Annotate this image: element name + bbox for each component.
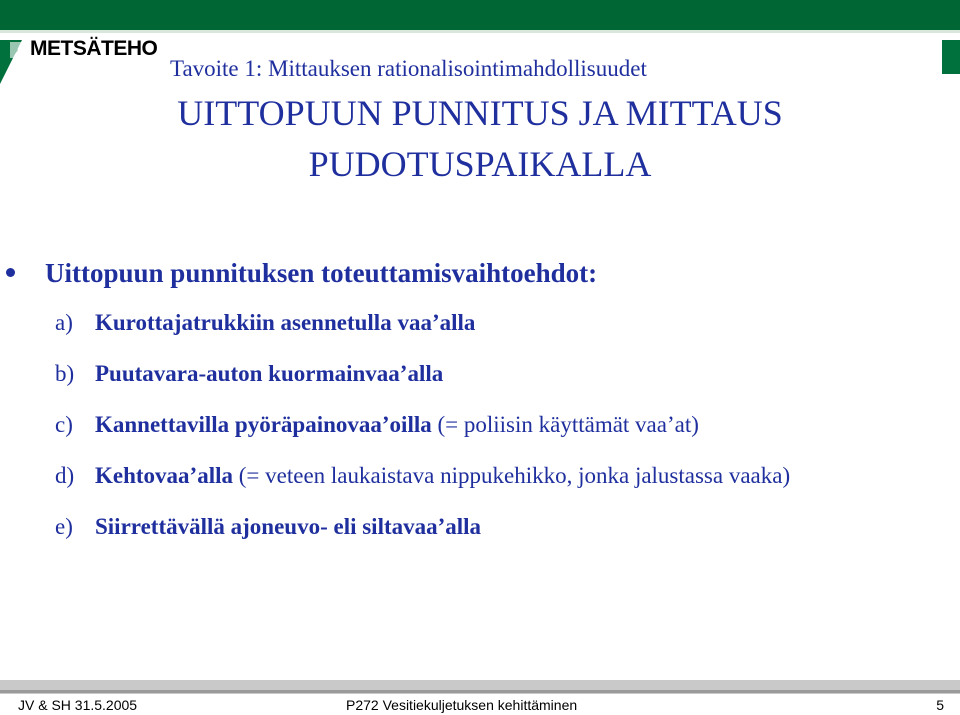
item-label: b) bbox=[55, 361, 75, 386]
list-item bbox=[55, 361, 790, 412]
item-note: (= veteen laukaistava nippukehikko, jonka jalustassa vaaka) bbox=[233, 463, 791, 488]
item-label: d) bbox=[55, 463, 75, 488]
item-main: Kehtovaa’alla bbox=[95, 463, 233, 488]
bullet-icon bbox=[6, 268, 15, 277]
footer-author-date: JV & SH 31.5.2005 bbox=[18, 697, 138, 713]
top-bar-stripe bbox=[0, 30, 960, 33]
item-label: a) bbox=[55, 310, 73, 335]
slide-subtitle: Tavoite 1: Mittauksen rationalisointimahdollisuudet bbox=[170, 56, 647, 81]
item-main: Kurottajatrukkiin asennetulla vaa’alla bbox=[95, 310, 476, 335]
page-number: 5 bbox=[936, 697, 944, 713]
bullet-text: Uittopuun punnituksen toteuttamisvaihtoehdot: bbox=[45, 258, 598, 288]
list-item bbox=[55, 514, 790, 565]
item-main: Puutavara-auton kuormainvaa’alla bbox=[95, 361, 444, 386]
top-green-bar bbox=[0, 0, 960, 30]
title-line-2: PUDOTUSPAIKALLA bbox=[308, 144, 652, 184]
brand-logo: METSÄTEHO bbox=[30, 37, 158, 60]
option-list bbox=[55, 310, 790, 565]
item-main: Siirrettävällä ajoneuvo- eli siltavaa’alla bbox=[95, 514, 482, 539]
title-line-1: UITTOPUUN PUNNITUS JA MITTAUS bbox=[177, 93, 783, 133]
footer-project: P272 Vesitiekuljetuksen kehittäminen bbox=[346, 697, 578, 713]
item-main: Kannettavilla pyöräpainovaa’oilla bbox=[95, 412, 432, 437]
list-item bbox=[55, 412, 790, 463]
footer-bar-stripe bbox=[0, 690, 960, 693]
item-note: (= poliisin käyttämät vaa’at) bbox=[431, 412, 699, 437]
list-item bbox=[55, 310, 790, 361]
slide-title bbox=[0, 88, 960, 190]
item-label: e) bbox=[55, 514, 73, 539]
main-bullet bbox=[6, 258, 597, 289]
item-label: c) bbox=[55, 412, 73, 437]
right-corner-mark bbox=[942, 40, 960, 74]
list-item bbox=[55, 463, 790, 514]
